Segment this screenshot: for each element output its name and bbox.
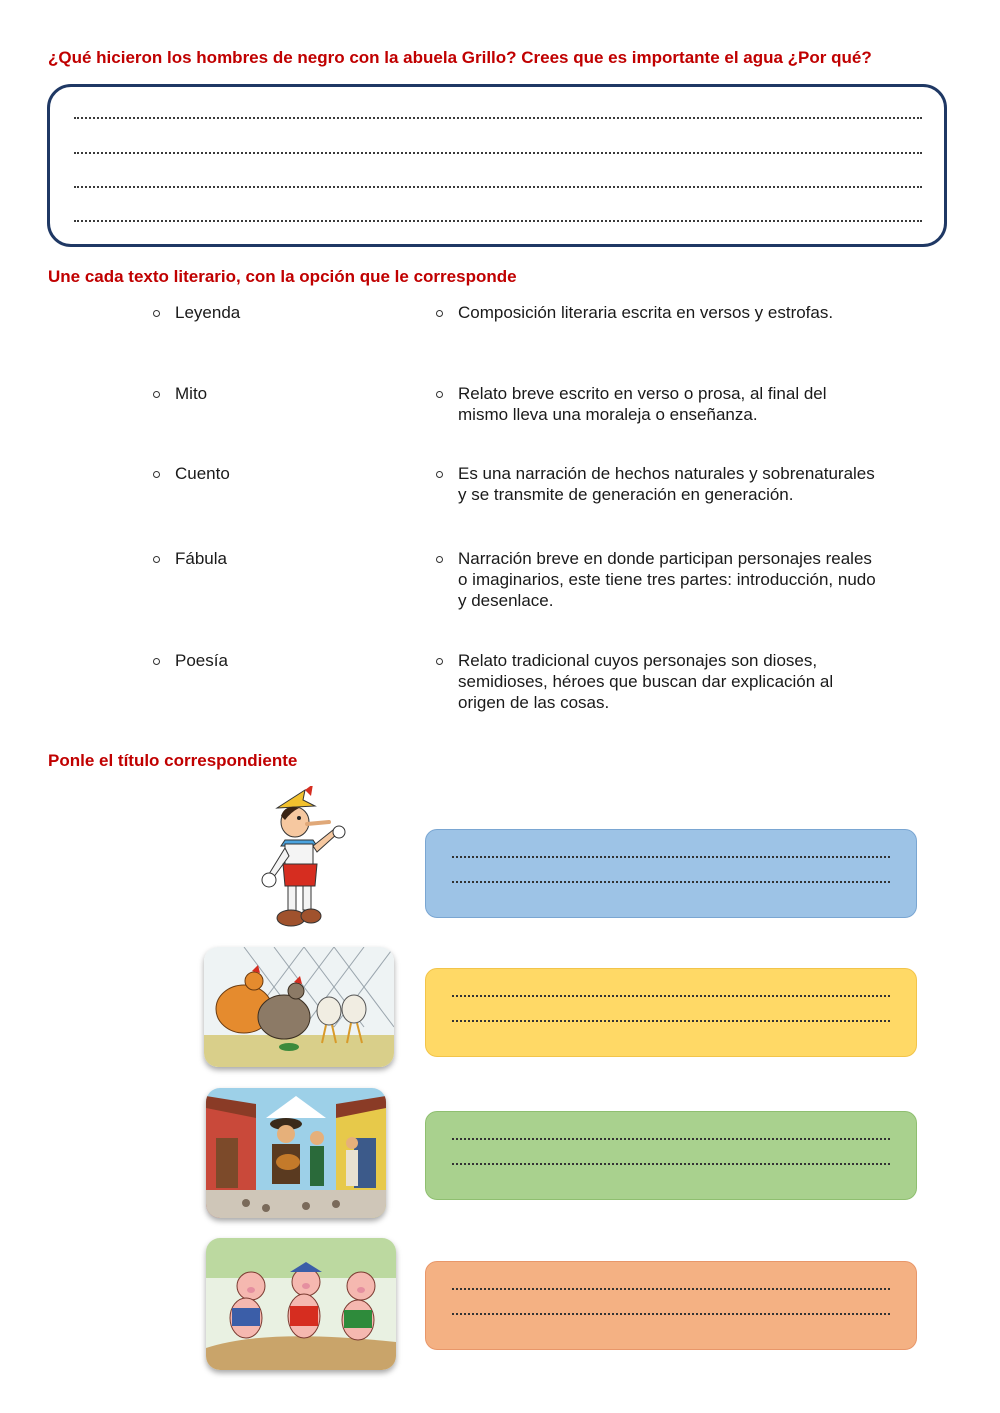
term-bullet[interactable]	[153, 658, 160, 665]
three-pigs-illustration-icon	[206, 1238, 396, 1370]
title-line[interactable]	[452, 1288, 890, 1290]
definition-bullet[interactable]	[436, 391, 443, 398]
definition-bullet[interactable]	[436, 556, 443, 563]
term-leyenda: Leyenda	[175, 303, 241, 322]
title-box-4[interactable]	[425, 1261, 917, 1350]
definition-1: Composición literaria escrita en versos y estrofas.	[458, 303, 834, 322]
matching-heading: Une cada texto literario, con la opción que le corresponde	[48, 267, 517, 286]
definition-2: Relato breve escrito en verso o prosa, al final del mismo lleva una moraleja o enseñanza.	[458, 384, 827, 424]
term-bullet[interactable]	[153, 310, 160, 317]
definition-5: Relato tradicional cuyos personajes son dioses, semidioses, héroes que buscan dar explicación al origen de las cosas.	[458, 651, 834, 712]
title-line[interactable]	[452, 1138, 890, 1140]
answer-line[interactable]	[74, 117, 922, 119]
title-line[interactable]	[452, 881, 890, 883]
pinocchio-illustration-icon	[255, 786, 350, 938]
title-box-1[interactable]	[425, 829, 917, 918]
title-line[interactable]	[452, 1163, 890, 1165]
question-1-heading: ¿Qué hicieron los hombres de negro con la abuela Grillo? Crees que es importante el agua ¿Por qué?	[48, 48, 872, 67]
term-mito: Mito	[175, 384, 208, 403]
term-bullet[interactable]	[153, 471, 160, 478]
definition-3: Es una narración de hechos naturales y sobrenaturales y se transmite de generación en generación.	[458, 464, 875, 504]
answer-line[interactable]	[74, 186, 922, 188]
answer-line[interactable]	[74, 220, 922, 222]
answer-line[interactable]	[74, 152, 922, 154]
term-poesia: Poesía	[175, 651, 228, 670]
definition-bullet[interactable]	[436, 310, 443, 317]
hens-illustration-icon	[204, 947, 394, 1067]
definition-bullet[interactable]	[436, 471, 443, 478]
title-line[interactable]	[452, 995, 890, 997]
term-bullet[interactable]	[153, 391, 160, 398]
title-line[interactable]	[452, 856, 890, 858]
title-line[interactable]	[452, 1313, 890, 1315]
definition-4: Narración breve en donde participan personajes reales o imaginarios, este tiene tres partes: introducción, nudo y desenlace.	[458, 549, 876, 610]
title-line[interactable]	[452, 1020, 890, 1022]
term-fabula: Fábula	[175, 549, 227, 568]
definition-bullet[interactable]	[436, 658, 443, 665]
term-bullet[interactable]	[153, 556, 160, 563]
title-box-2[interactable]	[425, 968, 917, 1057]
titles-heading: Ponle el título correspondiente	[48, 751, 298, 770]
term-cuento: Cuento	[175, 464, 230, 483]
answer-box[interactable]	[47, 84, 947, 247]
title-box-3[interactable]	[425, 1111, 917, 1200]
town-musicians-illustration-icon	[206, 1088, 386, 1218]
